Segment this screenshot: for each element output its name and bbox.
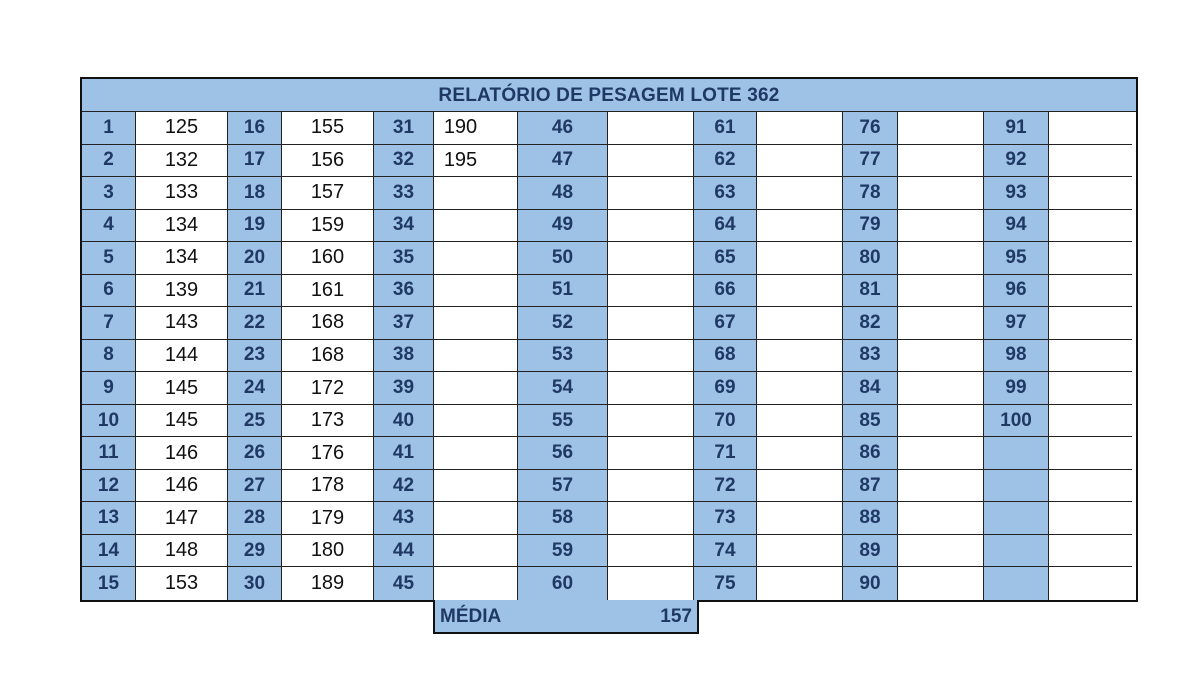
animal-number-cell: 16 [228, 112, 282, 145]
weight-value-cell [757, 437, 843, 470]
weight-value-cell: 134 [136, 242, 228, 275]
weight-value-cell [898, 210, 984, 243]
weight-value-cell: 195 [434, 145, 518, 178]
animal-number-cell: 48 [518, 177, 608, 210]
weight-value-cell [757, 567, 843, 600]
animal-number-cell: 77 [843, 145, 898, 178]
weight-value-cell [898, 307, 984, 340]
weight-value-cell [757, 177, 843, 210]
report-title: RELATÓRIO DE PESAGEM LOTE 362 [82, 79, 1136, 112]
weight-value-cell [608, 242, 694, 275]
animal-number-cell: 24 [228, 372, 282, 405]
weight-value-cell [1049, 112, 1132, 145]
weight-value-cell [757, 275, 843, 308]
animal-number-cell: 97 [984, 307, 1049, 340]
weight-value-cell: 157 [282, 177, 374, 210]
weight-value-cell [608, 470, 694, 503]
weight-value-cell: 180 [282, 535, 374, 568]
animal-number-cell: 71 [694, 437, 757, 470]
animal-number-cell: 30 [228, 567, 282, 600]
animal-number-cell: 58 [518, 502, 608, 535]
weight-value-cell: 173 [282, 405, 374, 438]
animal-number-cell: 23 [228, 340, 282, 373]
weight-value-cell [898, 405, 984, 438]
animal-number-cell: 96 [984, 275, 1049, 308]
animal-number-cell: 15 [82, 567, 136, 600]
animal-number-cell: 73 [694, 502, 757, 535]
weight-value-cell [757, 242, 843, 275]
weight-value-cell [898, 470, 984, 503]
animal-number-cell: 61 [694, 112, 757, 145]
animal-number-cell: 43 [374, 502, 434, 535]
weight-value-cell [1049, 210, 1132, 243]
weight-value-cell [757, 470, 843, 503]
weight-value-cell: 159 [282, 210, 374, 243]
animal-number-cell: 79 [843, 210, 898, 243]
weight-value-cell [757, 372, 843, 405]
animal-number-cell: 83 [843, 340, 898, 373]
weight-value-cell: 155 [282, 112, 374, 145]
animal-number-cell: 10 [82, 405, 136, 438]
weight-value-cell [898, 112, 984, 145]
animal-number-cell: 33 [374, 177, 434, 210]
animal-number-cell: 72 [694, 470, 757, 503]
weight-value-cell: 125 [136, 112, 228, 145]
animal-number-cell: 69 [694, 372, 757, 405]
weight-value-cell [757, 307, 843, 340]
animal-number-cell [984, 470, 1049, 503]
weight-value-cell [757, 340, 843, 373]
weight-value-cell [898, 437, 984, 470]
weight-value-cell: 139 [136, 275, 228, 308]
weight-value-cell [608, 210, 694, 243]
weight-value-cell [898, 275, 984, 308]
weight-value-cell [434, 242, 518, 275]
animal-number-cell: 65 [694, 242, 757, 275]
weighing-report-table [80, 77, 1138, 602]
animal-number-cell: 75 [694, 567, 757, 600]
animal-number-cell: 37 [374, 307, 434, 340]
animal-number-cell: 5 [82, 242, 136, 275]
animal-number-cell: 74 [694, 535, 757, 568]
weight-value-cell [757, 502, 843, 535]
average-label: MÉDIA [440, 606, 502, 627]
weight-value-cell: 143 [136, 307, 228, 340]
weight-value-cell [898, 177, 984, 210]
animal-number-cell: 92 [984, 145, 1049, 178]
animal-number-cell: 89 [843, 535, 898, 568]
animal-number-cell: 3 [82, 177, 136, 210]
weight-value-cell: 147 [136, 502, 228, 535]
weight-value-cell [1049, 437, 1132, 470]
weight-value-cell [608, 340, 694, 373]
animal-number-cell: 31 [374, 112, 434, 145]
animal-number-cell: 76 [843, 112, 898, 145]
weight-value-cell: 176 [282, 437, 374, 470]
weight-value-cell [434, 567, 518, 600]
animal-number-cell: 46 [518, 112, 608, 145]
animal-number-cell [984, 567, 1049, 600]
animal-number-cell: 6 [82, 275, 136, 308]
weight-value-cell [1049, 405, 1132, 438]
animal-number-cell: 90 [843, 567, 898, 600]
weight-value-cell [1049, 372, 1132, 405]
animal-number-cell: 63 [694, 177, 757, 210]
weight-value-cell [608, 535, 694, 568]
weight-value-cell [898, 502, 984, 535]
animal-number-cell: 28 [228, 502, 282, 535]
animal-number-cell: 36 [374, 275, 434, 308]
animal-number-cell: 98 [984, 340, 1049, 373]
animal-number-cell: 27 [228, 470, 282, 503]
animal-number-cell: 99 [984, 372, 1049, 405]
animal-number-cell [984, 502, 1049, 535]
weight-value-cell [608, 177, 694, 210]
weight-value-cell [608, 372, 694, 405]
weight-value-cell: 179 [282, 502, 374, 535]
weight-value-cell: 144 [136, 340, 228, 373]
animal-number-cell: 78 [843, 177, 898, 210]
weight-value-cell [898, 535, 984, 568]
animal-number-cell: 66 [694, 275, 757, 308]
weight-value-cell: 145 [136, 405, 228, 438]
weight-value-cell: 132 [136, 145, 228, 178]
weight-value-cell: 133 [136, 177, 228, 210]
animal-number-cell: 25 [228, 405, 282, 438]
animal-number-cell: 51 [518, 275, 608, 308]
weight-value-cell [1049, 470, 1132, 503]
animal-number-cell: 82 [843, 307, 898, 340]
animal-number-cell: 12 [82, 470, 136, 503]
weight-value-cell [1049, 275, 1132, 308]
weight-value-cell [1049, 307, 1132, 340]
animal-number-cell: 44 [374, 535, 434, 568]
animal-number-cell: 41 [374, 437, 434, 470]
animal-number-cell: 14 [82, 535, 136, 568]
weight-value-cell [434, 502, 518, 535]
animal-number-cell: 38 [374, 340, 434, 373]
weight-value-cell [434, 470, 518, 503]
weight-value-cell [898, 145, 984, 178]
animal-number-cell: 19 [228, 210, 282, 243]
weight-value-cell [757, 535, 843, 568]
animal-number-cell: 80 [843, 242, 898, 275]
weight-value-cell [434, 275, 518, 308]
animal-number-cell: 53 [518, 340, 608, 373]
animal-number-cell: 93 [984, 177, 1049, 210]
animal-number-cell: 35 [374, 242, 434, 275]
animal-number-cell: 34 [374, 210, 434, 243]
animal-number-cell: 87 [843, 470, 898, 503]
animal-number-cell [984, 437, 1049, 470]
animal-number-cell: 40 [374, 405, 434, 438]
animal-number-cell: 56 [518, 437, 608, 470]
weight-value-cell [757, 112, 843, 145]
weight-value-cell [1049, 340, 1132, 373]
animal-number-cell: 67 [694, 307, 757, 340]
weight-value-cell [434, 340, 518, 373]
weight-value-cell: 156 [282, 145, 374, 178]
weight-value-cell: 190 [434, 112, 518, 145]
animal-number-cell: 91 [984, 112, 1049, 145]
weight-value-cell: 168 [282, 340, 374, 373]
animal-number-cell: 13 [82, 502, 136, 535]
animal-number-cell: 52 [518, 307, 608, 340]
average-value: 157 [660, 606, 692, 627]
weight-value-cell [434, 405, 518, 438]
weight-value-cell [898, 242, 984, 275]
animal-number-cell: 88 [843, 502, 898, 535]
animal-number-cell: 1 [82, 112, 136, 145]
animal-number-cell: 68 [694, 340, 757, 373]
animal-number-cell: 42 [374, 470, 434, 503]
weight-value-cell [608, 567, 694, 600]
animal-number-cell: 47 [518, 145, 608, 178]
animal-number-cell: 59 [518, 535, 608, 568]
weight-value-cell [1049, 242, 1132, 275]
animal-number-cell: 39 [374, 372, 434, 405]
weight-value-cell: 168 [282, 307, 374, 340]
weight-value-cell [1049, 177, 1132, 210]
animal-number-cell: 21 [228, 275, 282, 308]
animal-number-cell [984, 535, 1049, 568]
animal-number-cell: 11 [82, 437, 136, 470]
weight-value-cell [434, 372, 518, 405]
weight-value-cell [434, 307, 518, 340]
weight-value-cell [1049, 145, 1132, 178]
animal-number-cell: 81 [843, 275, 898, 308]
animal-number-cell: 8 [82, 340, 136, 373]
animal-number-cell: 57 [518, 470, 608, 503]
animal-number-cell: 50 [518, 242, 608, 275]
animal-number-cell: 86 [843, 437, 898, 470]
weight-value-cell [1049, 502, 1132, 535]
weight-value-cell: 145 [136, 372, 228, 405]
weight-value-cell [434, 437, 518, 470]
animal-number-cell: 26 [228, 437, 282, 470]
weight-value-cell [608, 112, 694, 145]
weight-value-cell: 178 [282, 470, 374, 503]
weight-value-cell: 148 [136, 535, 228, 568]
weight-value-cell: 189 [282, 567, 374, 600]
weight-value-cell [608, 502, 694, 535]
weight-value-cell [608, 405, 694, 438]
weighing-grid [82, 112, 1136, 600]
weight-value-cell [608, 307, 694, 340]
weight-value-cell [898, 567, 984, 600]
animal-number-cell: 9 [82, 372, 136, 405]
animal-number-cell: 95 [984, 242, 1049, 275]
animal-number-cell: 62 [694, 145, 757, 178]
animal-number-cell: 29 [228, 535, 282, 568]
animal-number-cell: 84 [843, 372, 898, 405]
weight-value-cell [608, 437, 694, 470]
weight-value-cell [1049, 535, 1132, 568]
weight-value-cell: 153 [136, 567, 228, 600]
weight-value-cell [434, 210, 518, 243]
weight-value-cell [1049, 567, 1132, 600]
animal-number-cell: 2 [82, 145, 136, 178]
weight-value-cell [757, 145, 843, 178]
animal-number-cell: 20 [228, 242, 282, 275]
animal-number-cell: 70 [694, 405, 757, 438]
animal-number-cell: 54 [518, 372, 608, 405]
weight-value-cell [898, 340, 984, 373]
animal-number-cell: 7 [82, 307, 136, 340]
animal-number-cell: 55 [518, 405, 608, 438]
weight-value-cell [608, 275, 694, 308]
animal-number-cell: 64 [694, 210, 757, 243]
animal-number-cell: 22 [228, 307, 282, 340]
weight-value-cell: 161 [282, 275, 374, 308]
weight-value-cell [898, 372, 984, 405]
animal-number-cell: 49 [518, 210, 608, 243]
animal-number-cell: 45 [374, 567, 434, 600]
weight-value-cell [757, 405, 843, 438]
animal-number-cell: 18 [228, 177, 282, 210]
weight-value-cell: 134 [136, 210, 228, 243]
weight-value-cell [757, 210, 843, 243]
average-box [433, 600, 699, 634]
weight-value-cell [434, 177, 518, 210]
weight-value-cell [434, 535, 518, 568]
animal-number-cell: 60 [518, 567, 608, 600]
weight-value-cell: 146 [136, 437, 228, 470]
animal-number-cell: 17 [228, 145, 282, 178]
animal-number-cell: 94 [984, 210, 1049, 243]
weight-value-cell [608, 145, 694, 178]
animal-number-cell: 4 [82, 210, 136, 243]
weight-value-cell: 146 [136, 470, 228, 503]
weight-value-cell: 172 [282, 372, 374, 405]
animal-number-cell: 32 [374, 145, 434, 178]
animal-number-cell: 100 [984, 405, 1049, 438]
animal-number-cell: 85 [843, 405, 898, 438]
weight-value-cell: 160 [282, 242, 374, 275]
